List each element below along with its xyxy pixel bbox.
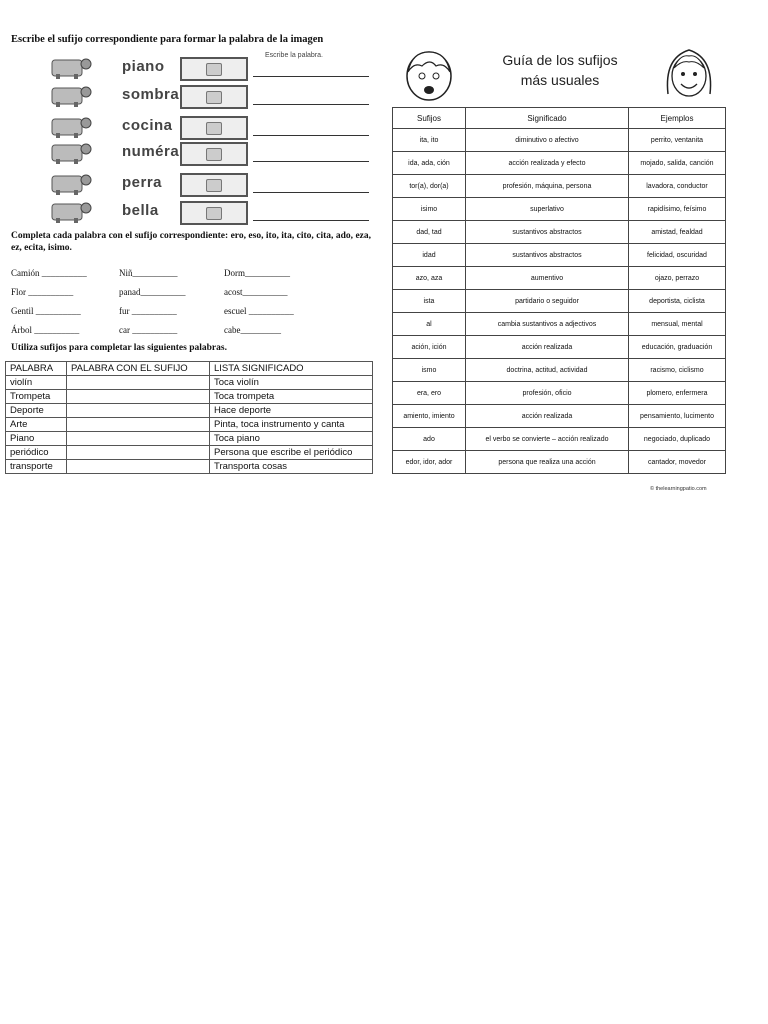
col-header-significado: LISTA SIGNIFICADO: [210, 362, 373, 376]
table-cell: Pinta, toca instrumento y canta: [210, 418, 373, 432]
guide-cell-significado: acción realizada: [466, 405, 629, 428]
guide-row: [393, 152, 726, 175]
guide-cell-sufijo: amiento, imiento: [393, 405, 466, 428]
guide-cell-ejemplo: felicidad, oscuridad: [629, 244, 726, 267]
guide-row: [393, 336, 726, 359]
table-cell: Toca violín: [210, 376, 373, 390]
table-cell: Arte: [6, 418, 67, 432]
guide-cell-ejemplo: ojazo, perrazo: [629, 267, 726, 290]
guide-cell-ejemplo: mensual, mental: [629, 313, 726, 336]
guide-row: [393, 428, 726, 451]
word-image-box: [180, 173, 248, 197]
word-text: bella: [122, 202, 159, 219]
guide-cell-ejemplo: perrito, ventanita: [629, 129, 726, 152]
blank-word[interactable]: fur __________: [119, 306, 177, 316]
guide-cell-ejemplo: pensamiento, lucimento: [629, 405, 726, 428]
word-text: cocina: [122, 117, 173, 134]
placeholder-icon: [206, 122, 222, 135]
guide-row: [393, 313, 726, 336]
guide-cell-significado: aumentivo: [466, 267, 629, 290]
word-row: [40, 84, 375, 108]
guide-cell-sufijo: idad: [393, 244, 466, 267]
guide-cell-sufijo: isimo: [393, 198, 466, 221]
credit-text: © thelearningpatio.com: [650, 486, 707, 492]
blank-word[interactable]: escuel __________: [224, 306, 294, 316]
word-text: perra: [122, 174, 163, 191]
guide-col-significado: Significado: [466, 108, 629, 129]
placeholder-icon: [206, 148, 222, 161]
table-cell: Deporte: [6, 404, 67, 418]
table-cell: transporte: [6, 460, 67, 474]
guide-cell-significado: doctrina, actitud, actividad: [466, 359, 629, 382]
exercise-1-title: Escribe el sufijo correspondiente para formar la palabra de la imagen: [11, 34, 324, 45]
word-text: piano: [122, 58, 165, 75]
table-row: [6, 460, 373, 474]
guide-cell-sufijo: ado: [393, 428, 466, 451]
guide-cell-ejemplo: racismo, ciclismo: [629, 359, 726, 382]
table-cell: Hace deporte: [210, 404, 373, 418]
girl-face-icon: [660, 44, 718, 104]
guide-cell-sufijo: dad, tad: [393, 221, 466, 244]
placeholder-icon: [206, 63, 222, 76]
word-image-box: [180, 85, 248, 109]
blank-word[interactable]: panad__________: [119, 287, 186, 297]
blank-word[interactable]: Gentil __________: [11, 306, 81, 316]
table-cell: Toca piano: [210, 432, 373, 446]
guide-row: [393, 175, 726, 198]
guide-title-line-2: más usuales: [520, 72, 600, 88]
blank-word[interactable]: cabe_________: [224, 325, 281, 335]
guide-col-ejemplos: Ejemplos: [629, 108, 726, 129]
answer-line[interactable]: [253, 135, 369, 136]
guide-cell-sufijo: edor, idor, ador: [393, 451, 466, 474]
col-header-palabra: PALABRA: [6, 362, 67, 376]
bella-icon: [46, 200, 98, 224]
placeholder-icon: [206, 207, 222, 220]
guide-title: [470, 50, 650, 90]
guide-col-sufijos: Sufijos: [393, 108, 466, 129]
guide-cell-significado: persona que realiza una acción: [466, 451, 629, 474]
placeholder-icon: [206, 91, 222, 104]
answer-line[interactable]: [253, 76, 369, 77]
guide-cell-sufijo: era, ero: [393, 382, 466, 405]
word-row: [40, 172, 375, 196]
guide-cell-significado: sustantivos abstractos: [466, 221, 629, 244]
exercise-2-instruction: Completa cada palabra con el sufijo correspondiente: ero, eso, ito, ita, cito, cita, ado, eza, ez, ecita, isimo.: [11, 231, 371, 253]
waiter-icon: [46, 141, 98, 165]
piano-icon: [46, 56, 98, 80]
guide-cell-sufijo: al: [393, 313, 466, 336]
guide-cell-significado: profesión, máquina, persona: [466, 175, 629, 198]
table-cell: violín: [6, 376, 67, 390]
guide-cell-ejemplo: rapidísimo, feísimo: [629, 198, 726, 221]
blank-word[interactable]: Flor __________: [11, 287, 74, 297]
guide-cell-ejemplo: cantador, movedor: [629, 451, 726, 474]
guide-cell-significado: profesión, oficio: [466, 382, 629, 405]
guide-row: [393, 267, 726, 290]
answer-line[interactable]: [253, 192, 369, 193]
guide-cell-sufijo: azo, aza: [393, 267, 466, 290]
blank-word[interactable]: Camión __________: [11, 268, 87, 278]
guide-cell-significado: acción realizada y efecto: [466, 152, 629, 175]
boy-face-icon: [400, 44, 458, 104]
blank-word[interactable]: Árbol __________: [11, 325, 80, 335]
answer-cell[interactable]: [67, 460, 210, 474]
word-text: numéra: [122, 143, 180, 160]
table-cell: Persona que escribe el periódico: [210, 446, 373, 460]
guide-cell-significado: diminutivo o afectivo: [466, 129, 629, 152]
answer-cell[interactable]: [67, 390, 210, 404]
answer-line[interactable]: [253, 104, 369, 105]
exercise-3-instruction: Utiliza sufijos para completar las siguientes palabras.: [11, 343, 227, 353]
write-word-hint: Escribe la palabra.: [265, 52, 323, 59]
blank-word[interactable]: Niñ__________: [119, 268, 178, 278]
answer-cell[interactable]: [67, 432, 210, 446]
dog-icon: [46, 172, 98, 196]
answer-cell[interactable]: [67, 404, 210, 418]
answer-cell[interactable]: [67, 376, 210, 390]
umbrella-icon: [46, 84, 98, 108]
guide-cell-significado: el verbo se convierte – acción realizado: [466, 428, 629, 451]
table-row: [6, 446, 373, 460]
suffix-guide-table: [392, 107, 726, 474]
guide-cell-ejemplo: amistad, fealdad: [629, 221, 726, 244]
table-row: [6, 432, 373, 446]
word-image-box: [180, 201, 248, 225]
guide-row: [393, 382, 726, 405]
word-row: [40, 200, 375, 224]
word-text: sombra: [122, 86, 180, 103]
table-cell: periódico: [6, 446, 67, 460]
guide-cell-sufijo: ista: [393, 290, 466, 313]
guide-cell-significado: cambia sustantivos a adjectivos: [466, 313, 629, 336]
guide-row: [393, 198, 726, 221]
guide-cell-significado: partidario o seguidor: [466, 290, 629, 313]
guide-cell-sufijo: ida, ada, ción: [393, 152, 466, 175]
word-row: [40, 56, 375, 80]
guide-cell-sufijo: ismo: [393, 359, 466, 382]
blank-word[interactable]: car __________: [119, 325, 178, 335]
guide-row: [393, 359, 726, 382]
table-cell: Toca trompeta: [210, 390, 373, 404]
table-row: [6, 390, 373, 404]
word-row: [40, 115, 375, 139]
guide-row: [393, 244, 726, 267]
word-image-box: [180, 142, 248, 166]
guide-cell-significado: acción realizada: [466, 336, 629, 359]
guide-cell-ejemplo: mojado, salida, canción: [629, 152, 726, 175]
guide-cell-sufijo: tor(a), dor(a): [393, 175, 466, 198]
table-cell: Piano: [6, 432, 67, 446]
answer-line[interactable]: [253, 220, 369, 221]
word-row: [40, 141, 375, 165]
table-cell: Transporta cosas: [210, 460, 373, 474]
placeholder-icon: [206, 179, 222, 192]
guide-row: [393, 129, 726, 152]
word-image-box: [180, 57, 248, 81]
guide-cell-ejemplo: negociado, duplicado: [629, 428, 726, 451]
answer-cell[interactable]: [67, 446, 210, 460]
table-row: [6, 376, 373, 390]
table-cell: Trompeta: [6, 390, 67, 404]
chef-icon: [46, 115, 98, 139]
guide-row: [393, 221, 726, 244]
guide-cell-sufijo: ita, ito: [393, 129, 466, 152]
guide-cell-ejemplo: lavadora, conductor: [629, 175, 726, 198]
suffix-exercise-table: [5, 361, 373, 474]
blank-word[interactable]: acost__________: [224, 287, 288, 297]
guide-row: [393, 451, 726, 474]
answer-cell[interactable]: [67, 418, 210, 432]
guide-cell-significado: sustantivos abstractos: [466, 244, 629, 267]
table-row: [6, 404, 373, 418]
table-row: [6, 418, 373, 432]
word-image-box: [180, 116, 248, 140]
guide-cell-sufijo: ación, ición: [393, 336, 466, 359]
guide-row: [393, 290, 726, 313]
blank-word[interactable]: Dorm__________: [224, 268, 290, 278]
guide-cell-ejemplo: deportista, ciclista: [629, 290, 726, 313]
guide-title-line-1: Guía de los sufijos: [502, 52, 618, 68]
guide-cell-ejemplo: educación, graduación: [629, 336, 726, 359]
guide-cell-significado: superlativo: [466, 198, 629, 221]
guide-cell-ejemplo: plomero, enfermera: [629, 382, 726, 405]
answer-line[interactable]: [253, 161, 369, 162]
guide-row: [393, 405, 726, 428]
col-header-palabra-sufijo: PALABRA CON EL SUFIJO: [67, 362, 210, 376]
